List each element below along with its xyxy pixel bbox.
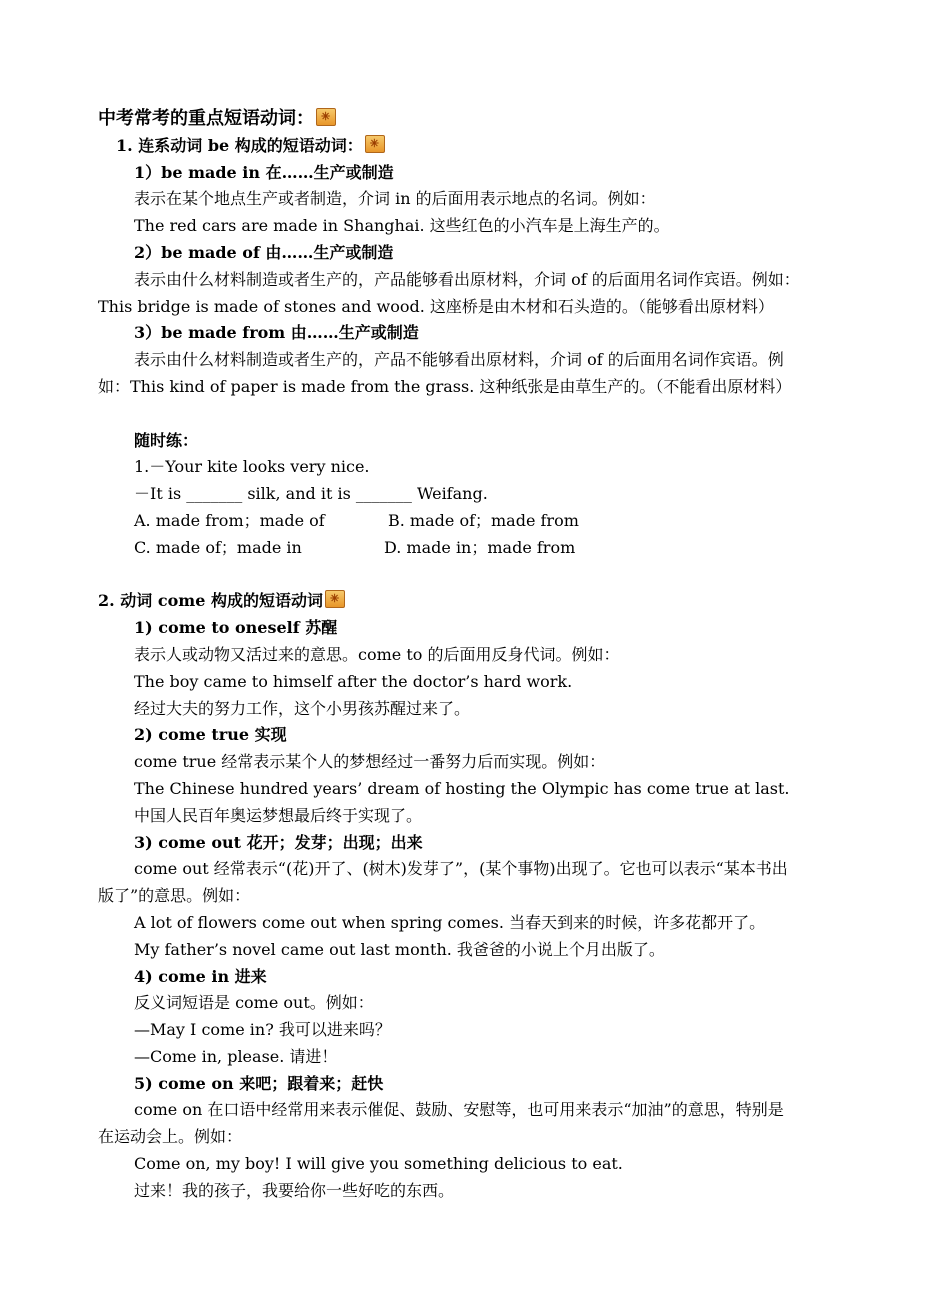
section2-item3-line2: 版了”的意思。例如：	[98, 886, 251, 906]
section2-item3-line3: A lot of flowers come out when spring comes. 当春天到来的时候，许多花都开了。	[134, 912, 766, 932]
section2-item3-line4: My father’s novel came out last month. 我爸爸的小说上个月出版了。	[134, 939, 665, 959]
section2-item4-line1: 反义词短语是 come out。例如：	[134, 993, 374, 1013]
section2-item5-title: 5) come on 来吧；跟着来；赶快	[134, 1073, 384, 1093]
practice-options-row1	[98, 508, 854, 535]
practice-question-line2: －It is _______ silk, and it is _______ Weifang.	[134, 484, 488, 504]
section2-title-text: 2. 动词 come 构成的短语动词	[98, 591, 323, 611]
section1-title-text: 1. 连系动词 be 构成的短语动词：	[116, 135, 363, 155]
section2-item1-line3: 经过大夫的努力工作，这个小男孩苏醒过来了。	[134, 698, 471, 718]
section2-item2-line3: 中国人民百年奥运梦想最后终于实现了。	[134, 805, 423, 825]
spacer	[98, 562, 854, 589]
practice-options-row2	[98, 535, 854, 562]
section1-item3-line2: 如：This kind of paper is made from the grass. 这种纸张是由草生产的。（不能看出原材料）	[98, 376, 792, 396]
section2-title	[98, 588, 854, 615]
section2-item2-line2: The Chinese hundred years’ dream of hosting the Olympic has come true at last.	[134, 778, 790, 798]
practice-question-line1: 1.－Your kite looks very nice.	[134, 457, 370, 477]
option-c: C. made of；made in	[134, 537, 302, 557]
document-icon	[325, 590, 345, 608]
practice-title: 随时练：	[134, 430, 199, 450]
document-icon	[316, 108, 336, 126]
section1-title	[98, 133, 854, 160]
section2-item2-line1: come true 经常表示某个人的梦想经过一番努力后而实现。例如：	[134, 752, 606, 772]
option-b: B. made of；made from	[388, 510, 579, 530]
section2-item5-line1: come on 在口语中经常用来表示催促、鼓励、安慰等，也可用来表示“加油”的意思，特别是	[134, 1100, 784, 1120]
document-icon	[365, 135, 385, 153]
section2-item3-line1: come out 经常表示“(花)开了、(树木)发芽了”，(某个事物)出现了。它也可以表示“某本书出	[134, 859, 788, 879]
document-heading	[98, 106, 854, 133]
section1-item3-line1: 表示由什么材料制造或者生产的，产品不能够看出原材料，介词 of 的后面用名词作宾语。例	[134, 350, 784, 370]
section1-item2-line1: 表示由什么材料制造或者生产的，产品能够看出原材料，介词 of 的后面用名词作宾语。例如：	[134, 269, 800, 289]
section2-item5-line4: 过来！我的孩子，我要给你一些好吃的东西。	[134, 1180, 455, 1200]
spacer	[98, 401, 854, 428]
section1-item1-line2: The red cars are made in Shanghai. 这些红色的小汽车是上海生产的。	[134, 216, 670, 236]
section2-item2-title: 2) come true 实现	[134, 725, 287, 745]
heading-text: 中考常考的重点短语动词：	[98, 108, 314, 129]
section2-item1-line2: The boy came to himself after the doctor’s hard work.	[134, 671, 573, 691]
section2-item5-line3: Come on, my boy! I will give you something delicious to eat.	[134, 1154, 623, 1174]
option-a: A. made from；made of	[134, 510, 325, 530]
section1-item3-title: 3）be made from 由……生产或制造	[134, 323, 419, 343]
section2-item4-title: 4) come in 进来	[134, 966, 267, 986]
section2-item4-line2: —May I come in? 我可以进来吗？	[134, 1020, 391, 1040]
section1-item1-line1: 表示在某个地点生产或者制造，介词 in 的后面用表示地点的名词。例如：	[134, 189, 656, 209]
document-page	[98, 106, 854, 1205]
section2-item1-line1: 表示人或动物又活过来的意思。come to 的后面用反身代词。例如：	[134, 644, 620, 664]
section1-item2-title: 2）be made of 由……生产或制造	[134, 242, 394, 262]
section2-item5-line2: 在运动会上。例如：	[98, 1127, 243, 1147]
section2-item1-title: 1) come to oneself 苏醒	[134, 618, 338, 638]
section1-item1-title: 1）be made in 在……生产或制造	[134, 162, 394, 182]
section1-item2-line2: This bridge is made of stones and wood. 这座桥是由木材和石头造的。（能够看出原材料）	[98, 296, 774, 316]
section2-item4-line3: —Come in, please. 请进！	[134, 1046, 338, 1066]
section2-item3-title: 3) come out 花开；发芽；出现；出来	[134, 832, 423, 852]
option-d: D. made in；made from	[384, 537, 576, 557]
